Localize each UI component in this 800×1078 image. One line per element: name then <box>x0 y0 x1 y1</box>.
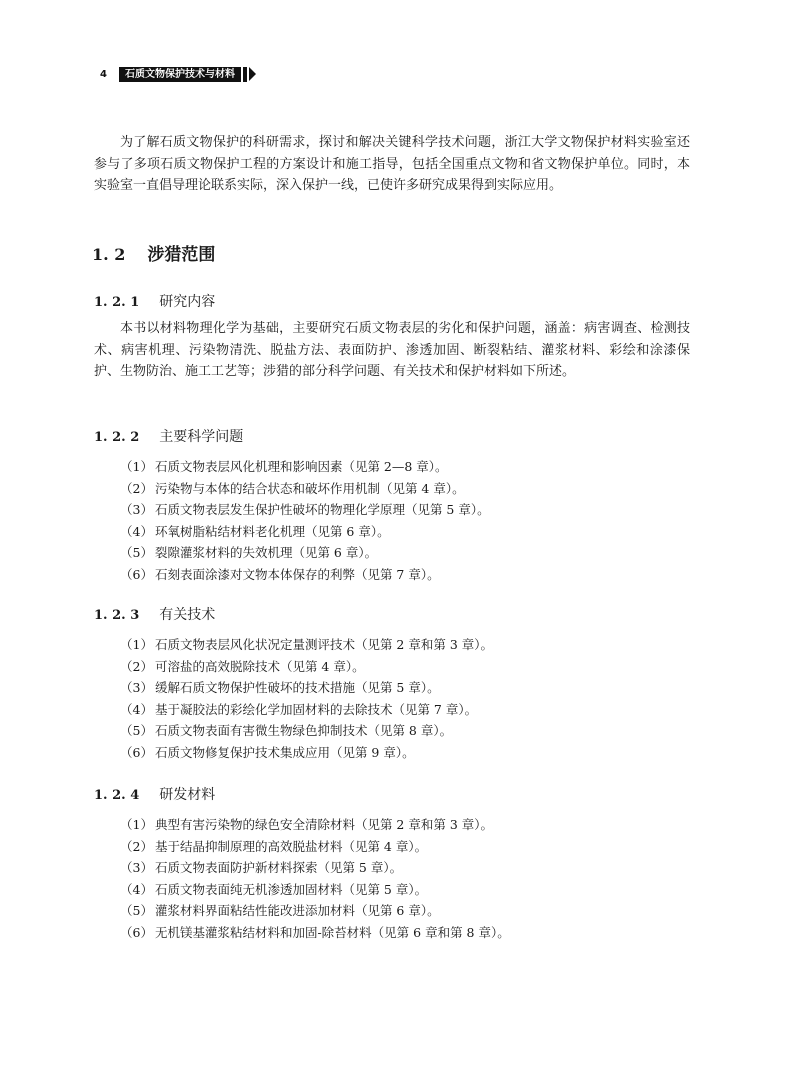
list-item: （2） 可溶盐的高效脱除技术（见第 4 章）。 <box>120 658 365 674</box>
list-item: （5） 灌浆材料界面粘结性能改进添加材料（见第 6 章）。 <box>120 903 440 918</box>
list-item: （1） 典型有害污染物的绿色安全清除材料（见第 2 章和第 3 章）。 <box>120 817 494 832</box>
developed-materials-list <box>120 814 690 943</box>
banner-arrow-icon <box>243 67 256 82</box>
subsection-title: 主要科学问题 <box>159 429 244 445</box>
page-number: 4 <box>100 68 107 80</box>
list-item: （3） 石质文物表面防护新材料探索（见第 5 章）。 <box>120 860 403 875</box>
subsection-heading-research-content <box>94 291 215 311</box>
list-item: （3） 石质文物表层发生保护性破坏的物理化学原理（见第 5 章）。 <box>120 502 490 517</box>
intro-paragraph: 为了解石质文物保护的科研需求，探讨和解决关键科学技术问题，浙江大学文物保护材料实验室还参与了多项石质文物保护工程的方案设计和施工指导，包括全国重点文物和省文物保护单位。同时，本实验室一直倡导理论联系实际，深入保护一线，已使许多研究成果得到实际应用。 <box>94 135 690 193</box>
subsection-title: 有关技术 <box>159 607 216 623</box>
subsection-title: 研究内容 <box>159 294 216 310</box>
list-item: （2） 基于结晶抑制原理的高效脱盐材料（见第 4 章）。 <box>120 838 428 854</box>
list-item: （4） 环氧树脂粘结材料老化机理（见第 6 章）。 <box>120 523 390 539</box>
list-item: （4） 石质文物表面纯无机渗透加固材料（见第 5 章）。 <box>120 881 428 897</box>
research-content-paragraph: 本书以材料物理化学为基础，主要研究石质文物表层的劣化和保护问题，涵盖：病害调查、检测技术、病害机理、污染物清洗、脱盐方法、表面防护、渗透加固、断裂粘结、灌浆材料、彩绘和涂漆保护、生物防治、施工工艺等；涉猎的部分科学问题、有关技术和保护材料如下所述。 <box>94 321 690 379</box>
subsection-number: 1. 2. 3 <box>94 608 140 623</box>
running-header <box>100 66 256 82</box>
subsection-heading-developed-materials <box>94 784 215 804</box>
list-item: （2） 污染物与本体的结合状态和破坏作用机制（见第 4 章）。 <box>120 480 465 496</box>
subsection-title: 研发材料 <box>159 787 216 803</box>
subsection-number: 1. 2. 1 <box>94 295 140 310</box>
list-item: （6） 石刻表面涂漆对文物本体保存的利弊（见第 7 章）。 <box>120 566 440 582</box>
related-technologies-list <box>120 634 690 763</box>
list-item: （6） 无机镁基灌浆粘结材料和加固-除苔材料（见第 6 章和第 8 章）。 <box>120 924 510 940</box>
list-item: （3） 缓解石质文物保护性破坏的技术措施（见第 5 章）。 <box>120 680 440 695</box>
section-number: 1. 2 <box>92 245 126 264</box>
section-title: 涉猎范围 <box>147 245 216 265</box>
list-item: （1） 石质文物表层风化状况定量测评技术（见第 2 章和第 3 章）。 <box>120 637 494 652</box>
list-item: （1） 石质文物表层风化机理和影响因素（见第 2—8 章）。 <box>120 459 448 474</box>
list-item: （5） 石质文物表面有害微生物绿色抑制技术（见第 8 章）。 <box>120 723 453 738</box>
section-heading <box>92 240 215 265</box>
list-item: （6） 石质文物修复保护技术集成应用（见第 9 章）。 <box>120 744 415 760</box>
list-item: （4） 基于凝胶法的彩绘化学加固材料的去除技术（见第 7 章）。 <box>120 701 478 717</box>
subsection-number: 1. 2. 4 <box>94 788 140 803</box>
subsection-heading-related-technologies <box>94 604 215 624</box>
book-title-banner: 石质文物保护技术与材料 <box>119 67 241 82</box>
scientific-questions-list <box>120 456 690 585</box>
subsection-heading-scientific-questions <box>94 426 243 446</box>
subsection-number: 1. 2. 2 <box>94 430 140 445</box>
list-item: （5） 裂隙灌浆材料的失效机理（见第 6 章）。 <box>120 545 378 560</box>
